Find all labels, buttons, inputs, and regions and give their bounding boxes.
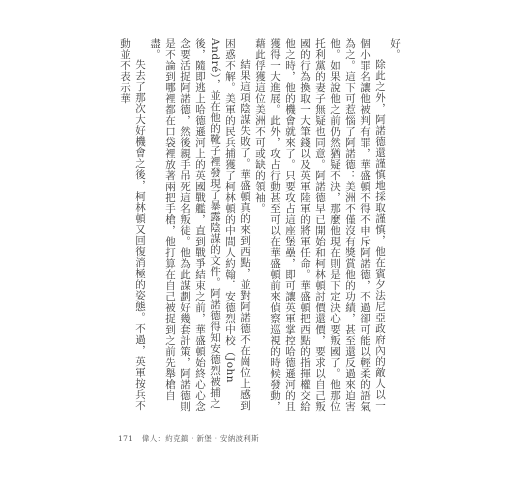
paragraph-1: 好。 [389, 38, 401, 60]
paragraph-2: 除此之外，阿諾德還謹慎地採取謹慎，他在賓夕法尼亞政府內的敵人以一個小罪名讓他被判有罪，華盛頓不得不申斥阿諾德，不過卻可能以輕柔的語氣為之。這下可惹惱了阿諾德：美洲不僅沒有獎賞他的功績，甚至還反過來迫害他。如果說他之前仍然猶疑不決，那麼他現在則是下定決心要叛國了。他那位托利黨的妻子無疑也同意。阿諾德早已開始和柯林頓討價還價，要求以自己叛國的行為換取一大筆錢以及英軍陸軍的將軍任命。華盛頓把西點的指揮權交給他之時，他的機會就來了。只要攻占這座堡壘，即可讓英軍掌控哈德遜河的且獲得一大進展。此外，攻占行動甚至可以在華盛頓前來偵察巡視的時候發動，藉此俘獲這位美洲不可或缺的領袖。 [254, 38, 386, 412]
body-text [102, 38, 402, 418]
page-number: 171 [118, 434, 134, 443]
paragraph-3: 結果這項陰謀失敗了。華盛頓真的來到西點，並對阿諾德不在崗位上感到困惑不解。美軍的民兵捕獲了柯林頓的中間人約翰．安德烈中校（John André），並在他的靴子裡發現了暴露陰謀的文件。阿諾德得知安德烈被捕之後，隨即逃上哈德遜河上的英國戰艦，直到戰爭結束之前，華盛頓始終心心念念要活捉阿諾德，然後親手吊死這名叛徒。他為此謀劃好幾套計策，阿諾德則是不論到哪裡都在口袋裡放著兩把手槍，他打算在自己被捉到之前先舉槍自盡。 [149, 38, 251, 412]
running-title: 偉人：約克鎮‧新堡‧安納波利斯 [141, 434, 259, 443]
paragraph-4: 失去了那次大好機會之後，柯林頓又回復消極的姿態。不過，英軍按兵不動並不表示華 [119, 38, 146, 411]
page-footer [118, 433, 265, 444]
